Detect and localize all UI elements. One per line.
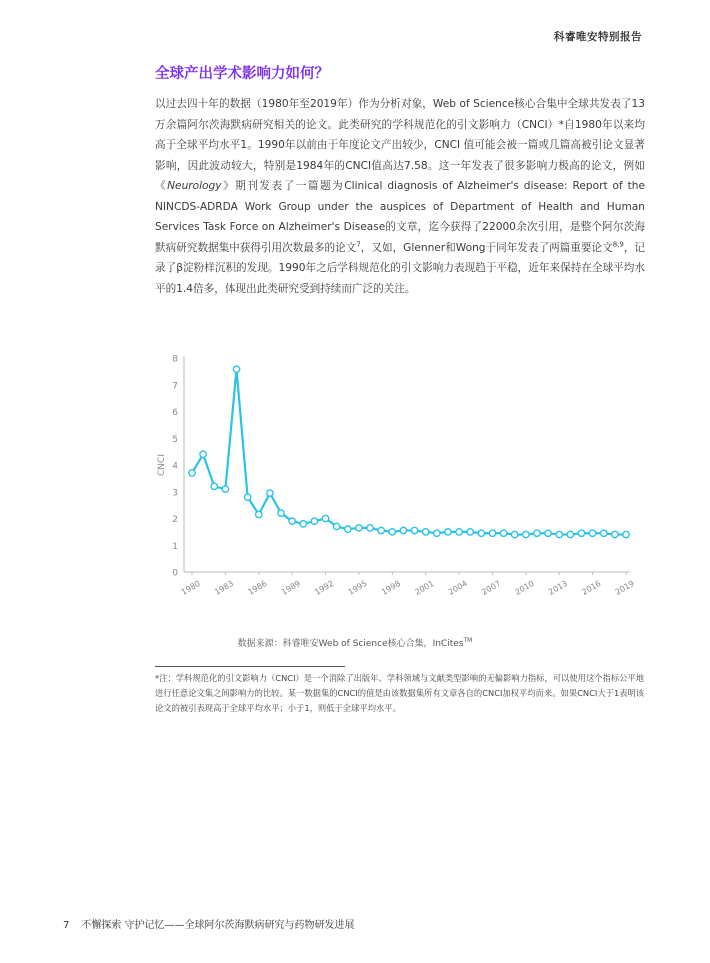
- x-tick-label: 1995: [346, 578, 369, 597]
- cnci-series-line: [192, 369, 626, 534]
- data-point: [356, 525, 362, 531]
- data-point: [512, 531, 518, 537]
- data-point: [589, 530, 595, 536]
- data-point: [489, 530, 495, 536]
- data-point: [267, 490, 273, 496]
- data-point: [367, 525, 373, 531]
- data-point: [189, 470, 195, 476]
- x-tick-label: 1983: [213, 578, 236, 597]
- ref-8-9: 8,9: [612, 239, 624, 248]
- data-point: [233, 366, 239, 372]
- body-text-part4: ，记录了β淀粉样沉积的发现。1990年之后学科规范化的引文影响力表现趋于平稳，近年来保持在全球平均水平的1.4倍多，体现出此类研究受到持续而广泛的关注。: [155, 241, 646, 295]
- data-point: [200, 451, 206, 457]
- y-tick-label: 4: [172, 461, 178, 472]
- data-point: [300, 521, 306, 527]
- data-point: [400, 527, 406, 533]
- x-tick-label: 1986: [246, 578, 269, 597]
- data-point: [289, 518, 295, 524]
- data-point: [534, 530, 540, 536]
- y-tick-label: 3: [172, 488, 178, 499]
- x-tick-label: 2010: [513, 578, 536, 597]
- x-tick-label: 1989: [279, 578, 302, 597]
- y-tick-label: 2: [172, 515, 178, 525]
- data-point: [601, 530, 607, 536]
- data-point: [567, 531, 573, 537]
- x-tick-label: 2019: [613, 578, 636, 597]
- data-point: [211, 483, 217, 489]
- x-tick-label: 2007: [480, 578, 503, 597]
- x-tick-label: 2004: [446, 578, 469, 597]
- data-point: [445, 529, 451, 535]
- data-point: [434, 530, 440, 536]
- data-point: [256, 511, 262, 517]
- y-tick-label: 1: [172, 541, 178, 552]
- data-point: [244, 494, 250, 500]
- body-text-part3: ，又如，Glenner和Wong于同年发表了两篇重要论文: [360, 241, 613, 254]
- x-tick-label: 1992: [313, 578, 336, 597]
- footer-title: 不懈探索 守护记忆——全球阿尔茨海默病研究与药物研发进展: [81, 920, 355, 931]
- section-title: 全球产出学术影响力如何？: [155, 66, 329, 82]
- x-tick-label: 2013: [546, 578, 570, 597]
- x-tick-label: 1980: [179, 578, 202, 597]
- data-point: [500, 530, 506, 536]
- data-point: [389, 529, 395, 535]
- data-point: [278, 510, 284, 516]
- data-point: [478, 530, 484, 536]
- data-source-text: 数据来源：科睿唯安Web of Science核心合集，InCites: [237, 639, 464, 649]
- data-point: [222, 486, 228, 492]
- y-tick-label: 7: [172, 381, 178, 392]
- cnci-line-chart: [150, 345, 650, 615]
- data-point: [311, 518, 317, 524]
- y-tick-label: 8: [172, 354, 178, 365]
- page-footer: [63, 916, 355, 931]
- journal-name: Neurology: [167, 180, 222, 192]
- footnote-divider: [155, 666, 345, 667]
- data-point: [411, 527, 417, 533]
- trademark: TM: [463, 637, 473, 644]
- data-point: [345, 526, 351, 532]
- body-paragraph: [155, 94, 645, 299]
- data-source: [0, 636, 710, 649]
- y-tick-label: 6: [172, 408, 178, 418]
- footnote: *注：学科规范化的引文影响力（CNCI）是一个消除了出版年、学科领域与文献类型影响的无偏影响力指标，可以使用这个指标公平地进行任意论文集之间影响力的比较。某一数据集的CNCI的值是由该数据集所有文章各自的CNCI加权平均而来。如果CNCI大于1表明该论文的被引表现高于全球平均水平；小于1，则低于全球平均水平。: [155, 673, 645, 713]
- data-point: [545, 530, 551, 536]
- data-point: [322, 515, 328, 521]
- page-number: 7: [63, 920, 70, 931]
- data-point: [523, 531, 529, 537]
- y-tick-label: 5: [172, 434, 178, 445]
- data-point: [467, 529, 473, 535]
- body-text-part1: 以过去四十年的数据（1980年至2019年）作为分析对象，Web of Science核心合集中全球共发表了13万余篇阿尔茨海默病研究相关的论文。此类研究的学科规范化的引文影响力（CNCI）*自1980年以来均高于全球平均水平1。1990年以前由于年度论文产出较少，CNCI 值可能会被一篇或几篇高被引论文显著影响，因此波动较大，特别是1984年的CNCI值高达7.58。这一年发表了很多影响力极高的论文，例如《: [155, 98, 645, 192]
- data-point: [422, 529, 428, 535]
- y-axis-label: CNCI: [157, 454, 167, 476]
- data-point: [378, 527, 384, 533]
- data-point: [556, 531, 562, 537]
- ref-7: 7: [356, 239, 361, 248]
- body-text-part2: 》期刊发表了一篇题为Clinical diagnosis of Alzheimer's disease: Report of the NINCDS-ADRDA Work Group under the auspices of Department of Health and Human Services Task Force on Alzheimer's Disease的文章，迄今获得了22000余次引用，是整个阿尔茨海默病研究数据集中获得引用次数最多的论文: [155, 180, 645, 254]
- x-tick-label: 1998: [379, 578, 403, 597]
- x-tick-label: 2001: [413, 578, 436, 597]
- data-point: [623, 531, 629, 537]
- x-tick-label: 2016: [580, 578, 603, 597]
- data-point: [612, 531, 618, 537]
- report-header: 科睿唯安特别报告: [554, 31, 642, 43]
- data-point: [333, 523, 339, 529]
- data-point: [456, 529, 462, 535]
- y-tick-label: 0: [172, 568, 178, 579]
- data-point: [578, 530, 584, 536]
